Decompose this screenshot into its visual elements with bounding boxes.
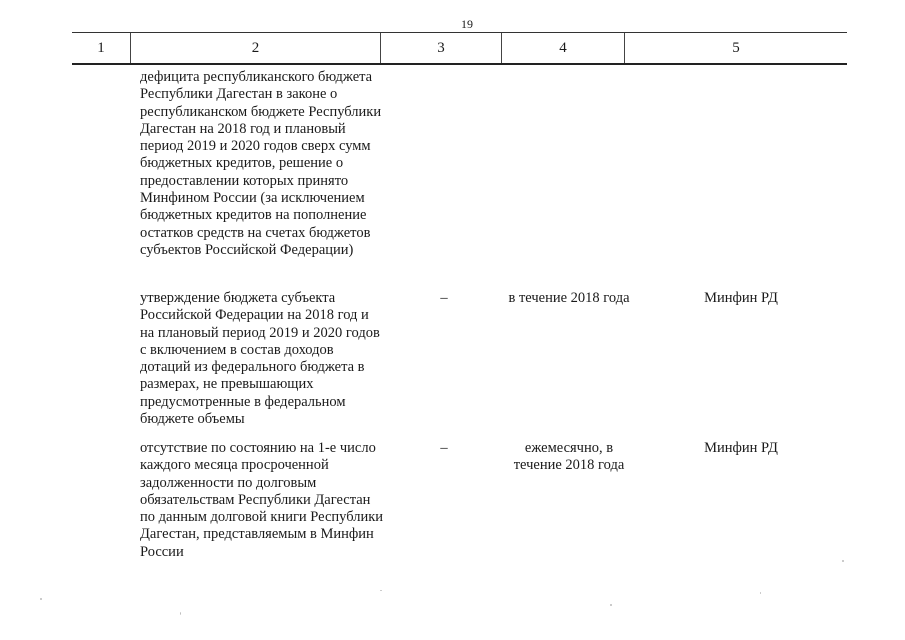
scan-speck <box>180 612 181 615</box>
scan-speck <box>760 592 761 594</box>
row-cell-deadline <box>503 69 635 259</box>
scan-speck <box>380 590 382 591</box>
scan-speck <box>40 598 42 600</box>
row-cell-responsible: Минфин РД <box>704 290 778 306</box>
scan-speck <box>610 604 612 606</box>
row-cell-deadline: ежемесячно, в течение 2018 года <box>513 440 625 474</box>
table-row <box>72 69 847 259</box>
header-col-1: 1 <box>72 33 131 63</box>
row-cell-description: отсутствие по состоянию на 1-е число каждого месяца просроченной задолженности по долговым обязательствам Республики Дагестан по данным долговой книги Республики Дагестан, представляемым в Минфин России <box>140 440 384 560</box>
header-col-3: 3 <box>381 33 502 63</box>
row-cell-col1 <box>72 69 140 259</box>
row-cell-col3: – <box>440 290 448 306</box>
table-header <box>72 32 847 65</box>
row-cell-deadline: в течение 2018 года <box>508 290 630 306</box>
row-cell-responsible: Минфин РД <box>704 440 778 456</box>
row-cell-col3: – <box>440 440 448 456</box>
page-number: 19 <box>461 17 473 31</box>
table-row <box>72 440 847 561</box>
row-cell-responsible <box>635 69 847 259</box>
table-row <box>72 290 847 428</box>
header-col-4: 4 <box>502 33 625 63</box>
header-col-5: 5 <box>732 39 740 56</box>
row-cell-col3 <box>385 69 503 259</box>
row-cell-description: утверждение бюджета субъекта Российской Федерации на 2018 год и на плановый период 2019 и 2020 годов с включением в состав доходов дотаций из федерального бюджета в размерах, не превышающих предусмотренные в федеральном бюджете объемы <box>140 290 380 428</box>
row-cell-col1 <box>72 290 140 428</box>
row-cell-description: дефицита республиканского бюджета Республики Дагестан в законе о республиканском бюджете Республики Дагестан на 2018 год и плановый период 2019 и 2020 годов сверх сумм бюджетных кредитов, решение о предоставлении которых принято Минфином России (за исключением бюджетных кредитов на пополнение остатков средств на счетах бюджетов субъектов Российской Федерации) <box>140 69 382 258</box>
header-col-2: 2 <box>131 33 381 63</box>
row-cell-col1 <box>72 440 140 561</box>
scan-speck <box>842 560 844 562</box>
